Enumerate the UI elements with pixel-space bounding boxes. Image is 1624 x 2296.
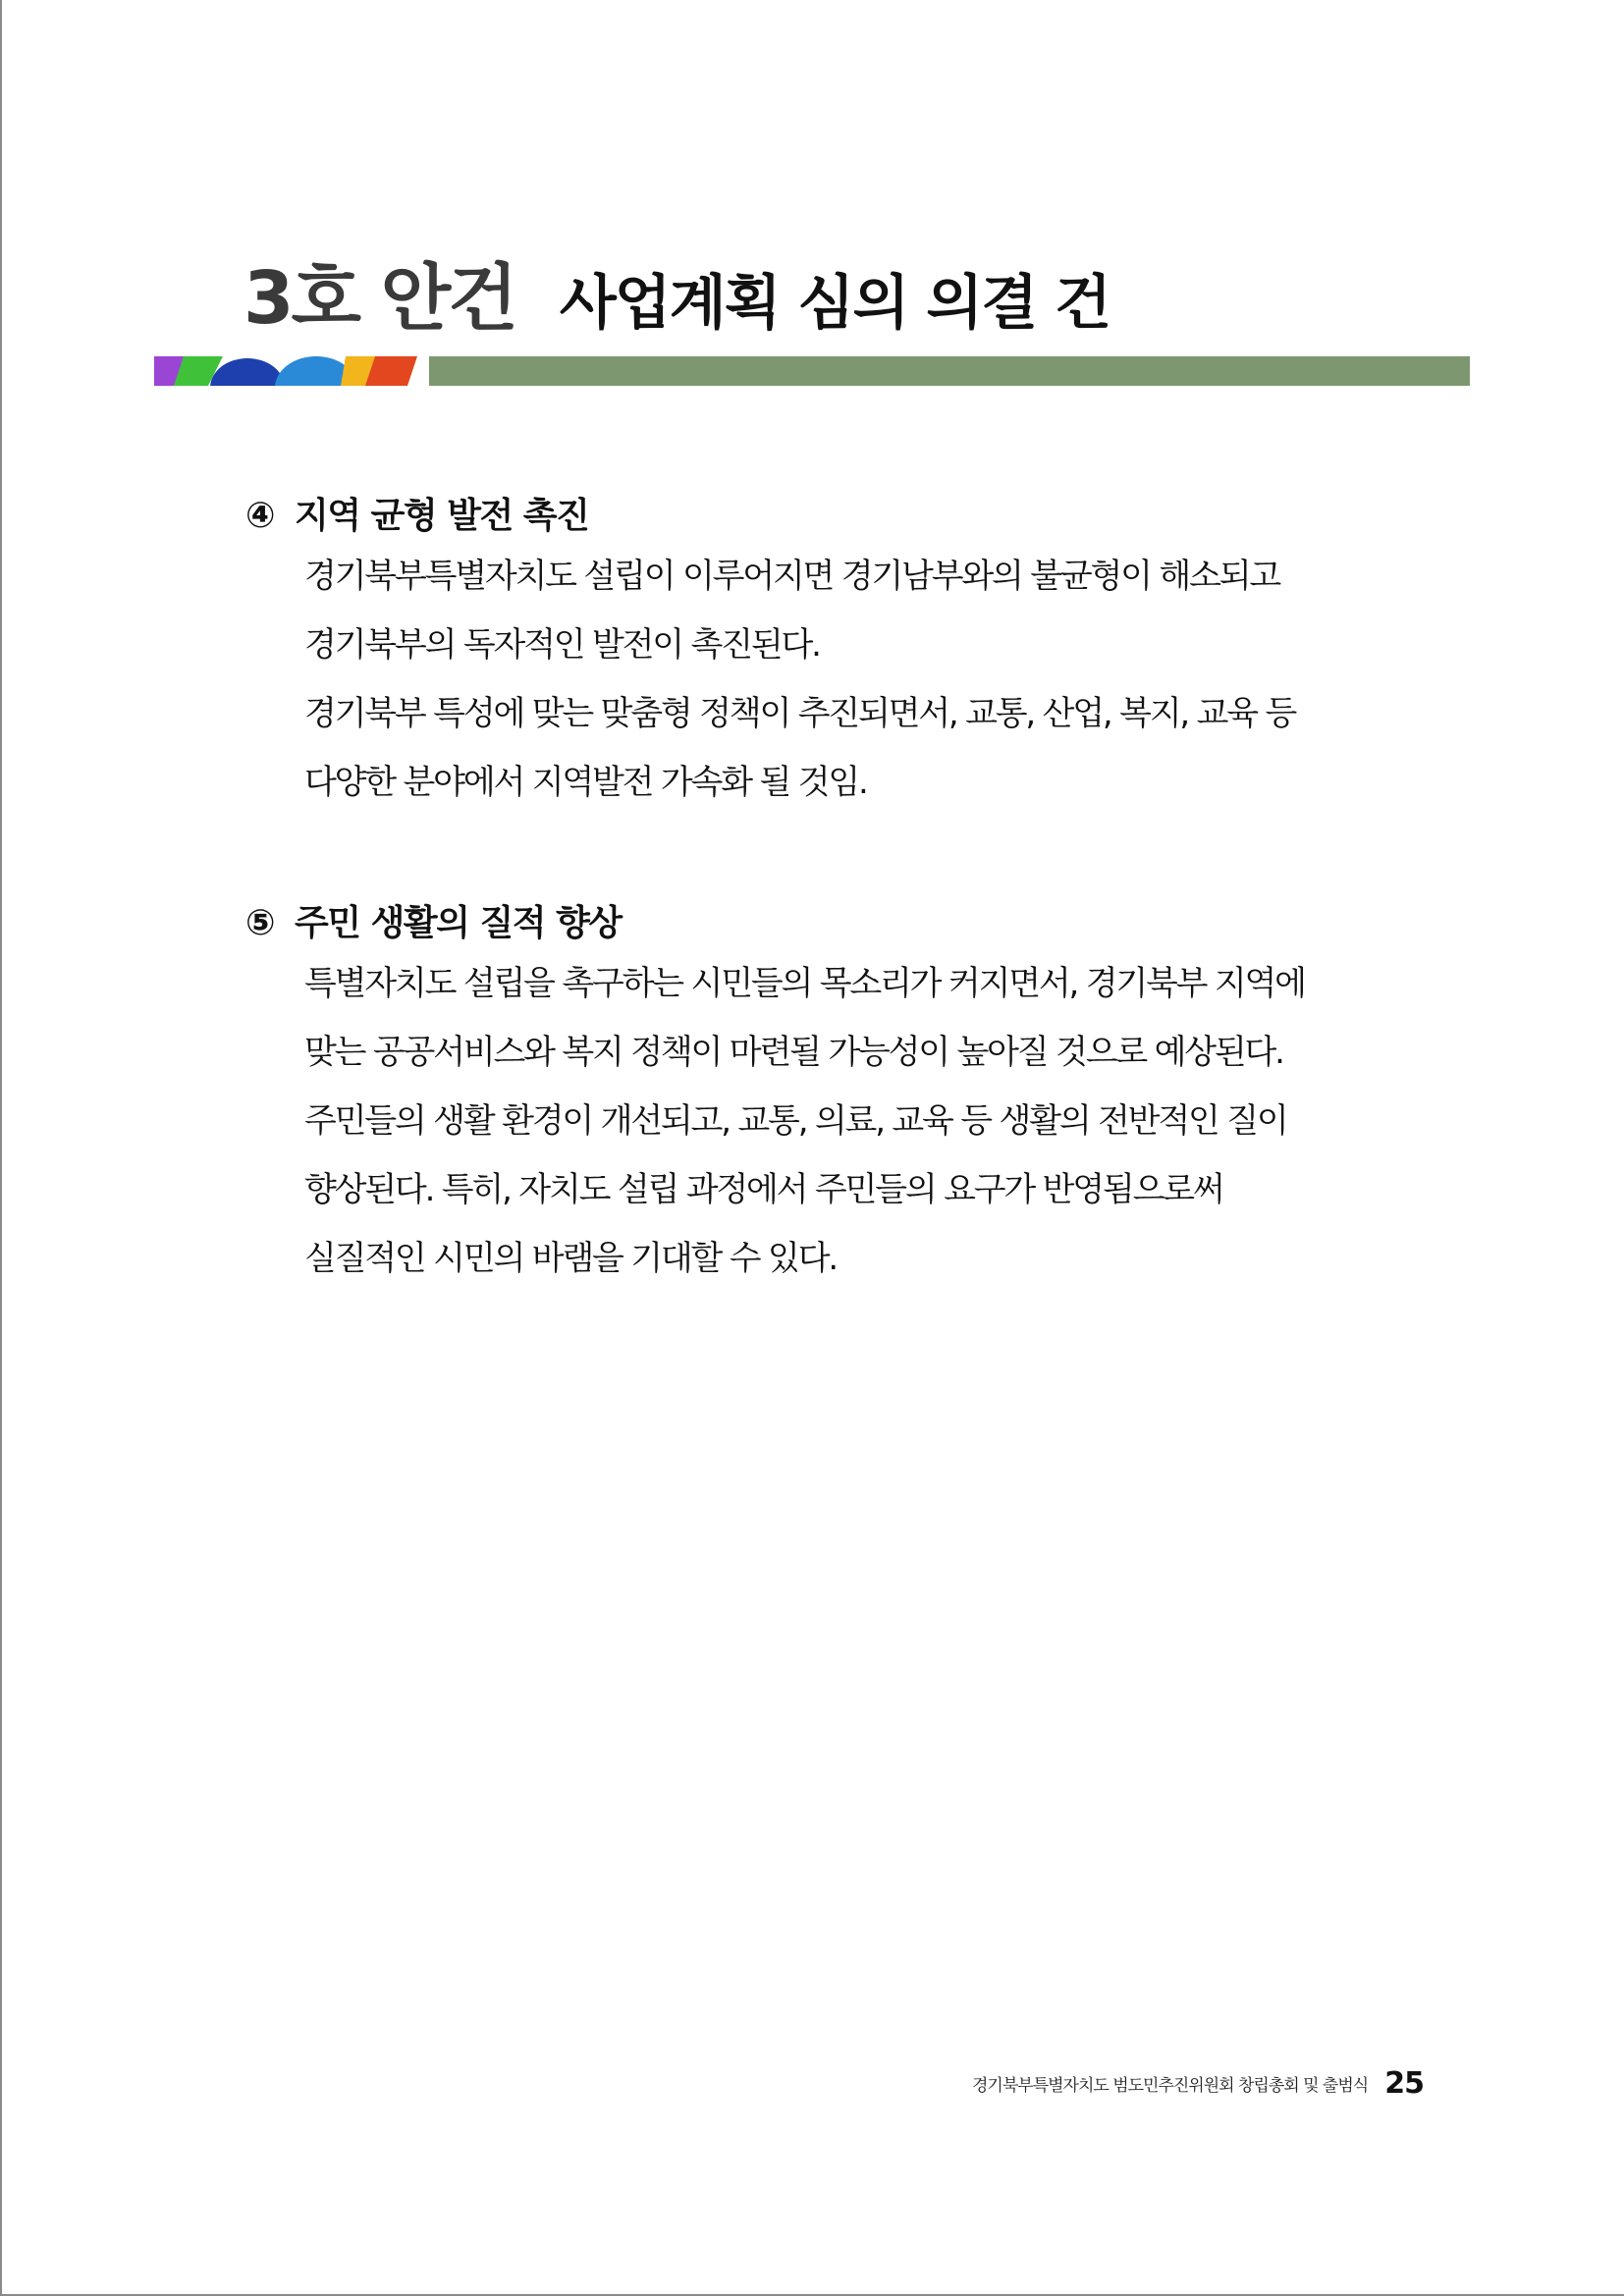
- section-regional-balance: [245, 491, 1375, 817]
- body-line: 다양한 분야에서 지역발전 가속화 될 것임.: [304, 763, 867, 802]
- section-number: ④: [245, 496, 274, 536]
- body-line: 경기북부의 독자적인 발전이 촉진된다.: [304, 625, 820, 665]
- body-line: 경기북부특별자치도 설립이 이루어지면 경기남부와의 불균형이 해소되고: [304, 557, 1279, 596]
- page-footer: [972, 2066, 1424, 2106]
- page-number: 25: [1384, 2066, 1425, 2101]
- body-line: 맞는 공공서비스와 복지 정책이 마련될 가능성이 높아질 것으로 예상된다.: [304, 1033, 1283, 1072]
- body-line: 특별자치도 설립을 촉구하는 시민들의 목소리가 커지면서, 경기북부 지역에: [304, 964, 1305, 1003]
- section-number: ⑤: [245, 903, 274, 943]
- section-heading: [245, 898, 1375, 949]
- section-body: [304, 542, 1375, 817]
- agenda-number: 3호 안건: [244, 256, 515, 341]
- body-line: 경기북부 특성에 맞는 맞춤형 정책이 추진되면서, 교통, 산업, 복지, 교육 등: [304, 694, 1296, 733]
- title-banner: [154, 356, 1470, 386]
- color-swatch-decoration: [154, 356, 434, 386]
- green-title-bar: [429, 356, 1470, 386]
- navy-swatch: [210, 358, 285, 386]
- body-line: 향상된다. 특히, 자치도 설립 과정에서 주민들의 요구가 반영됨으로써: [304, 1170, 1223, 1209]
- section-title: 지역 균형 발전 촉진: [295, 496, 589, 536]
- body-line: 실질적인 시민의 바램을 기대할 수 있다.: [304, 1239, 837, 1278]
- page-left-border: [0, 0, 2, 2296]
- section-heading: [245, 491, 1375, 542]
- section-title: 주민 생활의 질적 향상: [295, 903, 622, 943]
- agenda-title: 사업계획 심의 의결 건: [559, 269, 1110, 338]
- section-body: [304, 949, 1375, 1293]
- body-line: 주민들의 생활 환경이 개선되고, 교통, 의료, 교육 등 생활의 전반적인 질이: [304, 1101, 1287, 1141]
- section-quality-of-life: [245, 898, 1375, 1293]
- footer-title: 경기북부특별자치도 범도민추진위원회 창립총회 및 출범식: [972, 2076, 1369, 2096]
- page-title: [244, 240, 1110, 341]
